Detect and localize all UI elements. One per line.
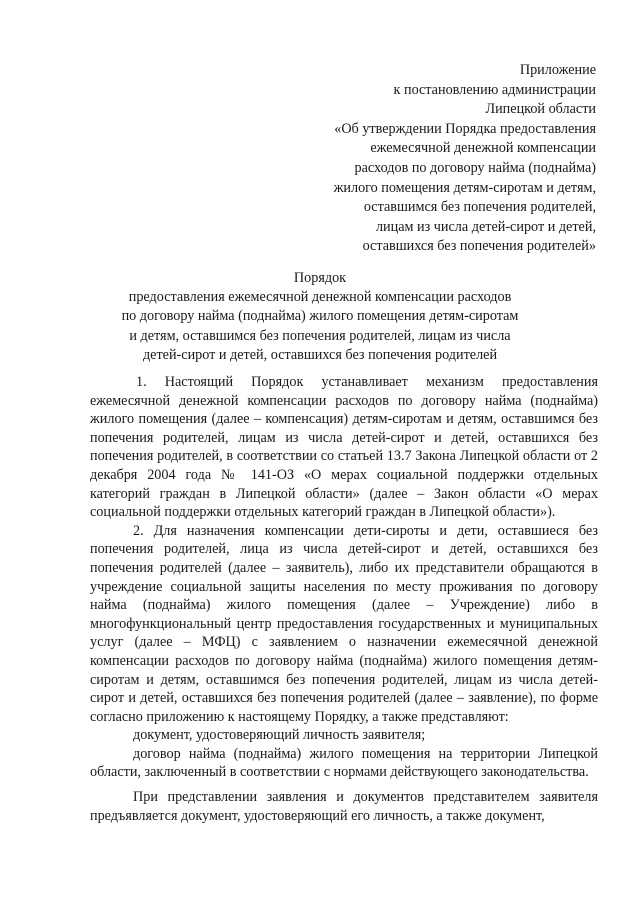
- title-line: и детям, оставшимся без попечения родителей, лицам из числа: [129, 327, 511, 344]
- document-body: [90, 373, 598, 825]
- paragraph-1: 1. Настоящий Порядок устанавливает механизм предоставления ежемесячной денежной компенсации расходов по договору найма (поднайма) жилого помещения (далее – компенсация) детям-сиротам и детям, оставшимся без попечения родителей, лицам из числа детей-сирот и детей, оставшихся без попечения родителей, в соответствии со статьей 13.7 Закона Липецкой области от 2 декабря 2004 года № 141-ОЗ «О мерах социальной поддержки отдельных категорий граждан в Липецкой области» (далее – Закон области «О мерах социальной поддержки отдельных категорий граждан в Липецкой области»).: [90, 374, 598, 521]
- appendix-line: ежемесячной денежной компенсации: [370, 140, 596, 157]
- title-heading: Порядок: [293, 270, 347, 286]
- paragraph-2: 2. Для назначения компенсации дети-сироты и дети, оставшиеся без попечения родителей, лица из числа детей-сирот и детей, оставшихся без попечения родителей (далее – заявитель), либо их представители обращаются в учреждение социальной защиты населения по месту проживания по договору найма (поднайма) жилого помещения (далее – Учреждение) либо в многофункциональный центр предоставления государственных и муниципальных услуг (далее – МФЦ) с заявлением о назначении ежемесячной денежной компенсации расходов по договору найма (поднайма) жилого помещения детям-сиротам и детям, оставшимся без попечения родителей, лицам из числа детей-сирот и детей, оставшихся без попечения родителей (далее – заявление), по форме согласно приложению к настоящему Порядку, а также представляют:: [90, 522, 598, 725]
- appendix-line: к постановлению администрации: [393, 81, 596, 98]
- appendix-header: [296, 61, 596, 257]
- appendix-line: оставшихся без попечения родителей»: [362, 238, 596, 255]
- title-line: детей-сирот и детей, оставшихся без попечения родителей: [142, 346, 498, 363]
- appendix-line: расходов по договору найма (поднайма): [354, 159, 596, 176]
- paragraph-3: При представлении заявления и документов представителем заявителя предъявляется документ, удостоверяющий его личность, а также документ,: [90, 789, 598, 824]
- title-line: предоставления ежемесячной денежной компенсации расходов: [128, 289, 512, 306]
- list-item-identity-document: документ, удостоверяющий личность заявителя;: [133, 727, 426, 744]
- appendix-line: Липецкой области: [485, 101, 596, 118]
- appendix-line: жилого помещения детям-сиротам и детям,: [333, 179, 596, 196]
- appendix-line: «Об утверждении Порядка предоставления: [334, 120, 596, 137]
- document-title: [90, 269, 550, 365]
- list-item-lease-agreement: договор найма (поднайма) жилого помещения на территории Липецкой области, заключенный в соответствии с нормами действующего законодательства.: [90, 745, 598, 781]
- appendix-line: лицам из числа детей-сирот и детей,: [375, 218, 596, 235]
- appendix-line: Приложение: [519, 62, 596, 78]
- appendix-line: оставшимся без попечения родителей,: [363, 199, 596, 216]
- title-line: по договору найма (поднайма) жилого помещения детям-сиротам: [121, 308, 519, 325]
